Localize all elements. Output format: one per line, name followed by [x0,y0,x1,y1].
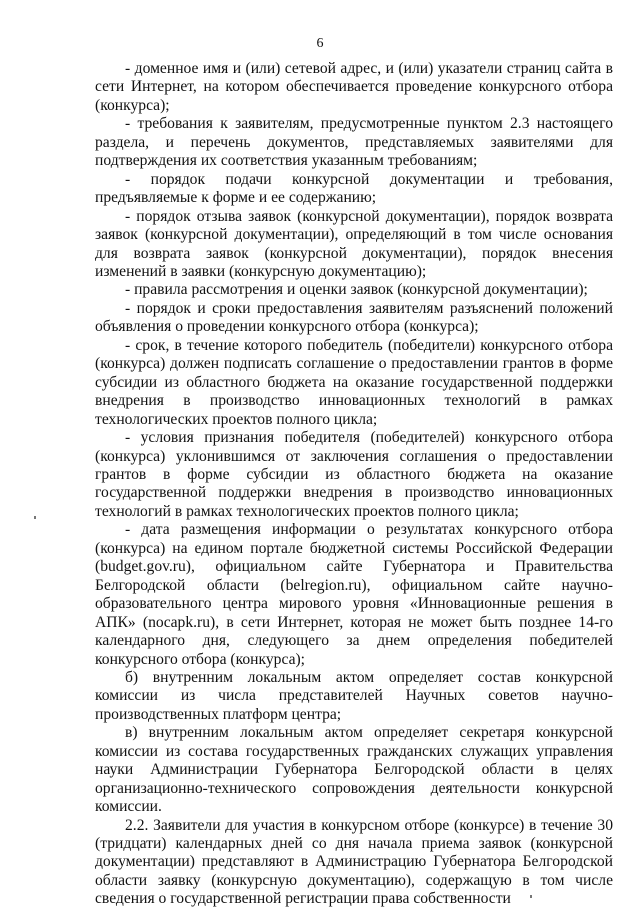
scan-speck [34,516,36,519]
paragraph-evasion-conditions: - условия признания победителя (победителей) конкурсного отбора (конкурса) уклонившимся от заключения соглашения о предоставлении грантов в форме субсидии из областного бюджета на оказание государственной поддержки внедрения в производство инновационных технологий в рамках технологических проектов полного цикла; [95,429,613,520]
paragraph-withdrawal-procedure: - порядок отзыва заявок (конкурсной документации), порядок возврата заявок (конкурсной документации), определяющий в том числе основания для возврата заявок (конкурсной документации), порядок внесения изменений в заявки (конкурсную документацию); [95,207,613,280]
paragraph-submission-procedure: - порядок подачи конкурсной документации и требования, предъявляемые к форме и ее содержанию; [95,170,613,207]
paragraph-applicant-requirements: - требования к заявителям, предусмотренные пунктом 2.3 настоящего раздела, и перечень документов, представляемых заявителями для подтверждения их соответствия указанным требованиям; [95,115,613,170]
paragraph-evaluation-rules: - правила рассмотрения и оценки заявок (конкурсной документации); [125,281,588,299]
paragraph-domain-name: - доменное имя и (или) сетевой адрес, и (или) указатели страниц сайта в сети Интернет, на котором обеспечивается проведение конкурсного отбора (конкурса); [95,60,613,114]
paragraph-commission-composition: б) внутренним локальным актом определяет состав конкурсной комиссии из числа представителей Научных советов научно-производственных платформ центра; [95,668,613,723]
page-number: 6 [316,36,324,51]
document-body [95,60,613,909]
paragraph-commission-secretary: в) внутренним локальным актом определяет секретаря конкурсной комиссии из состава государственных гражданских служащих управления науки Администрации Губернатора Белгородской области в целях организационно-технического сопровождения деятельности конкурсной комиссии. [95,724,613,816]
paragraph-signing-deadline: - срок, в течение которого победитель (победители) конкурсного отбора (конкурса) должен подписать соглашение о предоставлении грантов в форме субсидии из областного бюджета на оказание государственной поддержки внедрения в производство инновационных технологий в рамках технологических проектов полного цикла; [95,336,613,428]
paragraph-section-2-2: 2.2. Заявители для участия в конкурсном отборе (конкурсе) в течение 30 (тридцати) календарных дней со дня начала приема заявок (конкурсной документации) представляют в Администрацию Губернатора Белгородской области заявку (конкурсную документацию), содержащую в том числе сведения о государственной регистрации права собственности [95,816,613,908]
paragraph-clarifications: - порядок и сроки предоставления заявителям разъяснений положений объявления о проведении конкурсного отбора (конкурса); [95,299,613,336]
paragraph-results-publication: - дата размещения информации о результатах конкурсного отбора (конкурса) на едином портале бюджетной системы Российской Федерации (budget.gov.ru), официальном сайте Губернатора и Правительства Белгородской области (belregion.ru), официальном сайте научно-образовательного центра мирового уровня «Инновационные решения в АПК» (nocapk.ru), в сети Интернет, которая не может быть позднее 14-го календарного дня, следующего за днем определения победителей конкурсного отбора (конкурса); [95,521,613,668]
scan-speck [530,895,532,898]
